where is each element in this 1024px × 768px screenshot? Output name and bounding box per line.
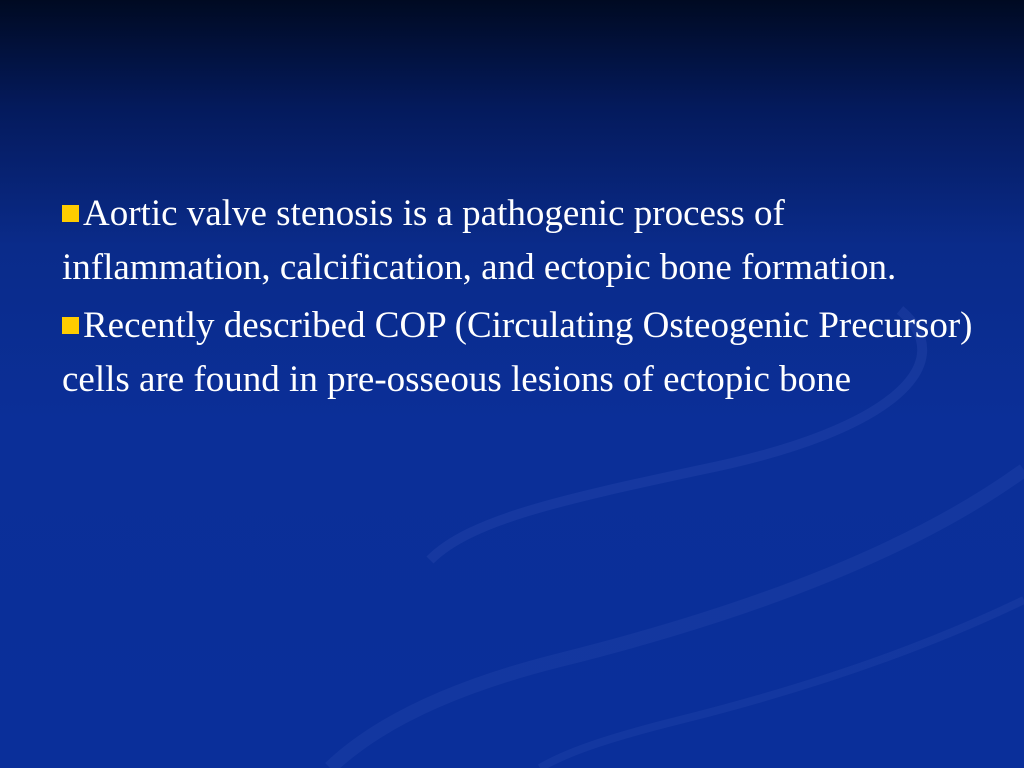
square-bullet-icon [62, 205, 79, 222]
bullet-text-1: Aortic valve stenosis is a pathogenic process of inflammation, calcification, and ectopic bone formation. [62, 193, 897, 288]
bullet-text-2: Recently described COP (Circulating Osteogenic Precursor) cells are found in pre-osseous lesions of ectopic bone [62, 305, 973, 400]
bullet-item-2 [62, 299, 977, 407]
bullet-list [62, 187, 977, 411]
bullet-item-1 [62, 187, 977, 295]
square-bullet-icon [62, 317, 79, 334]
